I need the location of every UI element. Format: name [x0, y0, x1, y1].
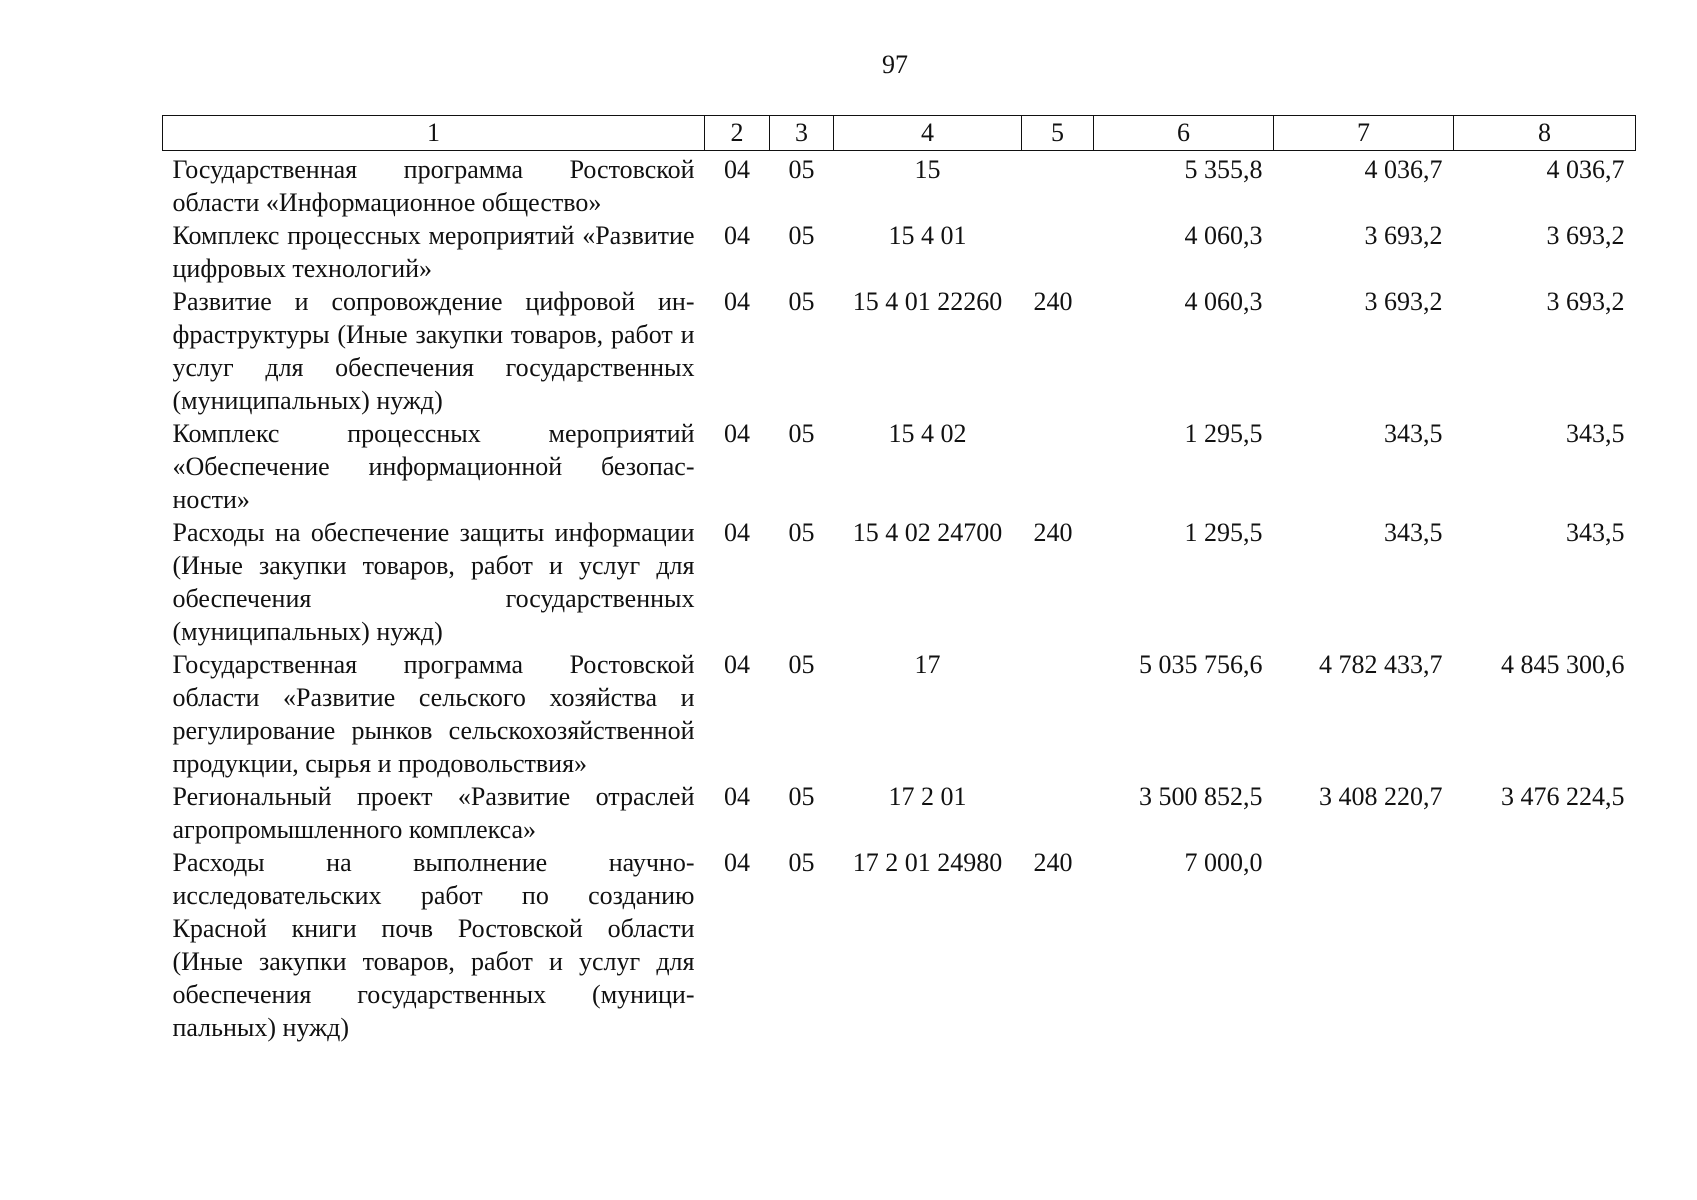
- row-amount-col7: 3 693,2: [1364, 221, 1443, 250]
- row-amount-col7: 343,5: [1384, 419, 1443, 448]
- row-target-article: 15 4 02 24700: [852, 518, 1003, 547]
- row-amount-col7: 343,5: [1384, 518, 1443, 547]
- row-name: Государственная программа Ростовской области «Развитие сельского хозяйства и регулирование рынков сельскохозяйственной продукции, сырья и продовольствия»: [172, 650, 695, 778]
- row-subsection: 05: [788, 287, 815, 316]
- row-subsection: 05: [788, 221, 815, 250]
- row-amount-col8: 3 693,2: [1546, 221, 1625, 250]
- row-section: 04: [724, 221, 750, 250]
- row-amount-col8: 4 036,7: [1546, 155, 1625, 184]
- row-amount-col7: 4 036,7: [1364, 155, 1443, 184]
- row-amount-col8: 343,5: [1566, 518, 1625, 547]
- row-amount-col8: 3 476 224,5: [1501, 782, 1625, 811]
- row-name: Комплекс процессных мероприятий «Обеспечение информационной безопасности»: [172, 419, 695, 514]
- row-subsection: 05: [788, 848, 815, 877]
- row-section: 04: [724, 518, 750, 547]
- table-row: [163, 648, 1636, 780]
- row-expense-type: 240: [1033, 287, 1073, 316]
- row-expense-type: 240: [1033, 848, 1073, 877]
- header-col-4: 4: [834, 116, 1022, 151]
- row-target-article: 15 4 01 22260: [852, 287, 1003, 316]
- row-expense-type: [1022, 780, 1094, 846]
- row-section: 04: [724, 287, 750, 316]
- row-name: Региональный проект «Развитие отраслей агропромышленного комплекса»: [172, 782, 695, 844]
- row-amount-col8: [1454, 846, 1636, 1044]
- row-amount-col8: 343,5: [1566, 419, 1625, 448]
- row-amount-col6: 3 500 852,5: [1139, 782, 1263, 811]
- row-expense-type: [1022, 151, 1094, 220]
- header-row: [163, 116, 1636, 151]
- row-amount-col8: 3 693,2: [1546, 287, 1625, 316]
- row-subsection: 05: [788, 518, 815, 547]
- row-name: Расходы на обеспечение защиты информации (Иные закупки товаров, работ и услуг для обеспечения государственных (муниципальных) нужд): [172, 518, 695, 646]
- row-expense-type: [1022, 219, 1094, 285]
- row-section: 04: [724, 782, 750, 811]
- row-amount-col6: 1 295,5: [1184, 419, 1263, 448]
- row-section: 04: [724, 848, 750, 877]
- row-amount-col6: 4 060,3: [1184, 287, 1263, 316]
- table-row: [163, 417, 1636, 516]
- table-row: [163, 846, 1636, 1044]
- table-row: [163, 219, 1636, 285]
- row-expense-type: [1022, 648, 1094, 780]
- header-col-1: 1: [163, 116, 705, 151]
- row-name: Комплекс процессных мероприятий «Развитие цифровых технологий»: [172, 221, 695, 283]
- budget-table: [162, 115, 1636, 1044]
- row-amount-col6: 4 060,3: [1184, 221, 1263, 250]
- row-subsection: 05: [788, 419, 815, 448]
- row-subsection: 05: [788, 650, 815, 679]
- row-expense-type: 240: [1033, 518, 1073, 547]
- row-section: 04: [724, 155, 750, 184]
- table-row: [163, 285, 1636, 417]
- table-header: [163, 116, 1636, 151]
- row-target-article: 15: [914, 155, 941, 184]
- row-amount-col7: [1274, 846, 1454, 1044]
- table-row: [163, 516, 1636, 648]
- header-col-3: 3: [770, 116, 834, 151]
- header-col-5: 5: [1022, 116, 1094, 151]
- header-col-7: 7: [1274, 116, 1454, 151]
- row-target-article: 17 2 01: [888, 782, 967, 811]
- row-expense-type: [1022, 417, 1094, 516]
- table-row: [163, 780, 1636, 846]
- row-amount-col6: 5 035 756,6: [1139, 650, 1263, 679]
- row-amount-col6: 1 295,5: [1184, 518, 1263, 547]
- table-row: [163, 151, 1636, 220]
- header-col-2: 2: [705, 116, 770, 151]
- header-col-8: 8: [1454, 116, 1636, 151]
- row-section: 04: [724, 419, 750, 448]
- row-amount-col6: 5 355,8: [1184, 155, 1263, 184]
- row-section: 04: [724, 650, 750, 679]
- row-subsection: 05: [788, 782, 815, 811]
- page-number: 97: [882, 50, 908, 79]
- row-target-article: 15 4 01: [888, 221, 967, 250]
- row-name: Развитие и сопровождение цифровой инфраструктуры (Иные закупки товаров, работ и услуг для обеспечения государственных (муниципальных) нужд): [172, 287, 695, 415]
- row-amount-col6: 7 000,0: [1184, 848, 1263, 877]
- row-subsection: 05: [788, 155, 815, 184]
- row-target-article: 17: [914, 650, 941, 679]
- row-name: Расходы на выполнение научно-исследовательских работ по созданию Красной книги почв Ростовской области (Иные закупки товаров, работ и услуг для обеспечения государственных (муниципальных) нужд): [172, 848, 695, 1042]
- row-amount-col8: 4 845 300,6: [1501, 650, 1625, 679]
- row-name: Государственная программа Ростовской области «Информационное общество»: [172, 155, 695, 217]
- header-col-6: 6: [1094, 116, 1274, 151]
- table-body: [163, 151, 1636, 1045]
- row-target-article: 15 4 02: [888, 419, 967, 448]
- row-amount-col7: 3 693,2: [1364, 287, 1443, 316]
- row-target-article: 17 2 01 24980: [852, 848, 1003, 877]
- row-amount-col7: 4 782 433,7: [1319, 650, 1443, 679]
- row-amount-col7: 3 408 220,7: [1319, 782, 1443, 811]
